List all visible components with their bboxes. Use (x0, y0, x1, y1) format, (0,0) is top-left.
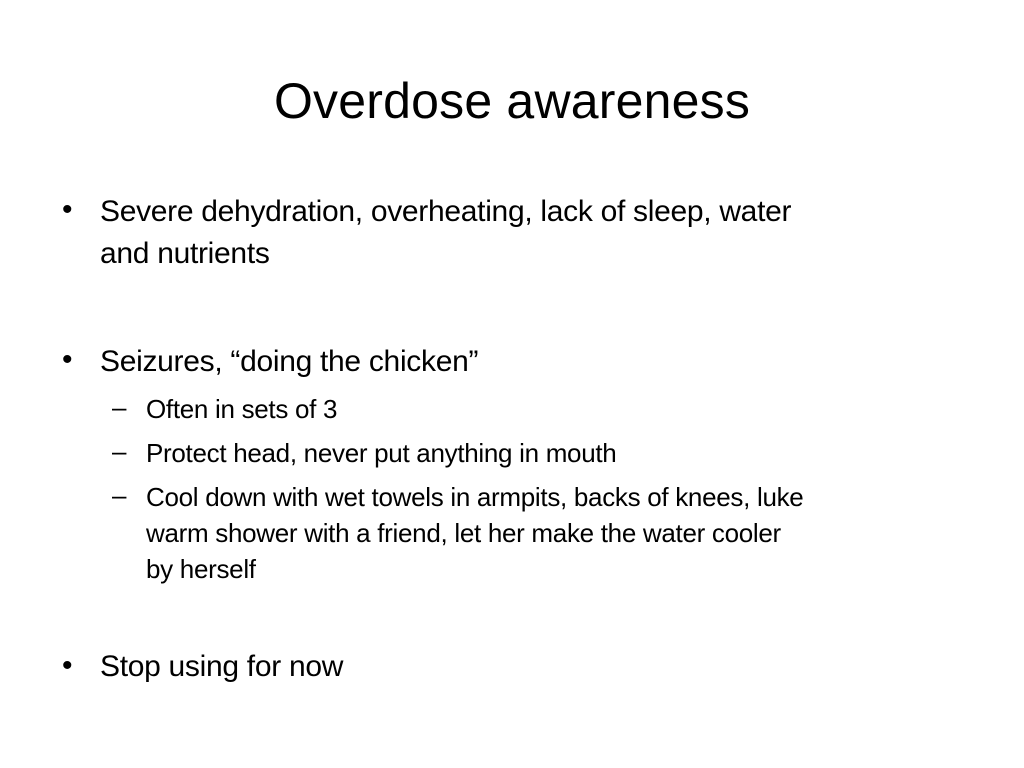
sub-bullet-text: Often in sets of 3 (146, 394, 338, 424)
sub-bullet-marker: – (112, 436, 127, 466)
slide-title: Overdose awareness (273, 73, 751, 129)
sub-bullet-text-line: by herself (146, 554, 256, 584)
bullet-text: Seizures, “doing the chicken” (100, 345, 479, 378)
sub-bullet-text-line: warm shower with a friend, let her make the water cooler (146, 518, 781, 548)
bullet-marker: • (62, 649, 73, 682)
sub-bullet-text-line: Cool down with wet towels in armpits, backs of knees, luke (146, 482, 804, 512)
bullet-marker: • (62, 343, 73, 376)
sub-bullet-marker: – (112, 480, 127, 510)
bullet-marker: • (62, 193, 73, 226)
bullet-text-line: and nutrients (100, 237, 270, 270)
bullet-text: Stop using for now (100, 650, 344, 683)
sub-bullet-text: Protect head, never put anything in mouth (146, 438, 617, 468)
bullet-text-line: Severe dehydration, overheating, lack of sleep, water (100, 195, 792, 228)
sub-bullet-marker: – (112, 392, 127, 422)
